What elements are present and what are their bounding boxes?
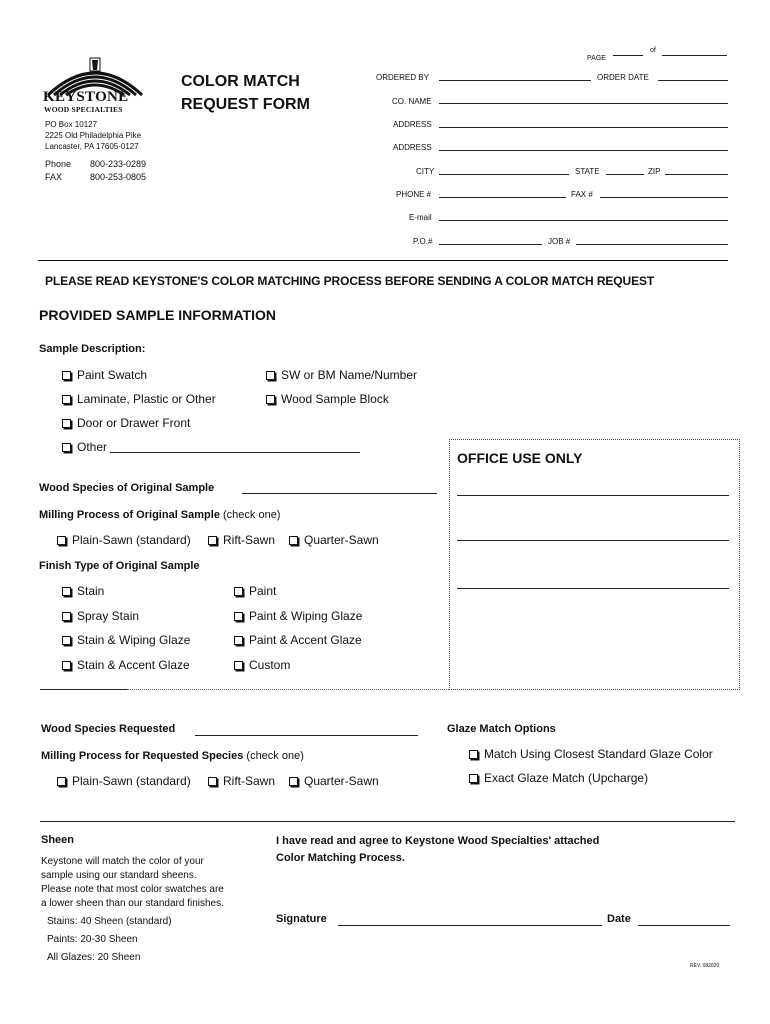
co-name-label: CO. NAME [392,97,432,106]
option-label: Exact Glaze Match (Upcharge) [484,771,649,785]
option-label: Quarter-Sawn [304,774,379,788]
fax-number: 800-253-0805 [90,172,147,182]
stain-accent-glaze-option[interactable] [62,658,190,672]
sheen-item: Paints: 20-30 Sheen [47,934,138,945]
phone-number: 800-233-0289 [90,159,147,169]
po-label: P.O.# [413,237,433,246]
option-label: Paint Swatch [77,368,148,382]
checkbox-icon[interactable] [62,419,71,428]
office-use-line[interactable] [457,495,729,496]
provided-sample-heading: PROVIDED SAMPLE INFORMATION [39,307,276,323]
sw-bm-option[interactable] [266,368,417,382]
office-use-heading: OFFICE USE ONLY [457,450,583,466]
option-label: Custom [249,658,291,672]
section-divider-dotted [127,689,449,690]
wood-species-requested-label: Wood Species Requested [41,723,176,735]
custom-option[interactable] [234,658,290,672]
sheen-desc-line: Please note that most color swatches are [41,884,224,895]
checkbox-icon[interactable] [266,395,275,404]
agreement-line1: I have read and agree to Keystone Wood Specialties' attached [276,835,600,847]
page-of-label: of [650,47,656,54]
company-address [45,119,141,152]
exact-glaze-option[interactable] [469,771,648,785]
milling-original-label: Milling Process of Original Sample [39,509,220,521]
ordered-by-label: ORDERED BY [376,73,429,82]
option-label: Match Using Closest Standard Glaze Color [484,747,713,761]
option-label: Door or Drawer Front [77,416,191,430]
checkbox-icon[interactable] [62,612,71,621]
checkbox-icon[interactable] [289,536,298,545]
sheen-item: All Glazes: 20 Sheen [47,952,141,963]
state-label: STATE [575,167,600,176]
other-option[interactable] [62,440,107,454]
rift-sawn-original-option[interactable] [208,533,275,547]
sheen-list [47,913,172,967]
title-line1: COLOR MATCH [181,73,300,90]
checkbox-icon[interactable] [469,774,478,783]
checkbox-icon[interactable] [208,777,217,786]
checkbox-icon[interactable] [266,371,275,380]
sheen-heading: Sheen [41,834,75,846]
job-field[interactable] [576,244,728,245]
rift-sawn-requested-option[interactable] [208,774,275,788]
bottom-divider [40,821,735,822]
checkbox-icon[interactable] [62,661,71,670]
sheen-item: Stains: 40 Sheen (standard) [47,916,172,927]
checkbox-icon[interactable] [289,777,298,786]
address1-label: ADDRESS [393,120,432,129]
keystone-logo [40,57,150,117]
wood-species-original-field[interactable] [242,493,437,494]
checkbox-icon[interactable] [208,536,217,545]
order-date-field[interactable] [658,80,728,81]
office-use-line[interactable] [457,588,729,589]
option-label: Stain & Wiping Glaze [77,633,191,647]
stain-wiping-glaze-option[interactable] [62,633,190,647]
paint-wiping-glaze-option[interactable] [234,609,362,623]
signature-label: Signature [276,913,327,925]
closest-glaze-option[interactable] [469,747,713,761]
check-one-text: (check one) [223,509,281,521]
checkbox-icon[interactable] [469,750,478,759]
option-label: Quarter-Sawn [304,533,379,547]
zip-field[interactable] [665,174,728,175]
plain-sawn-requested-option[interactable] [57,774,191,788]
state-field[interactable] [606,174,644,175]
checkbox-icon[interactable] [234,587,243,596]
checkbox-icon[interactable] [234,636,243,645]
phone-label: Phone [45,159,72,169]
address-line: 2225 Old Philadelphia Pike [45,131,142,140]
spray-stain-option[interactable] [62,609,139,623]
fax-field[interactable] [600,197,728,198]
checkbox-icon[interactable] [62,443,71,452]
fax-field-label: FAX # [571,190,593,199]
page-number-field [587,47,732,65]
office-use-line[interactable] [457,540,729,541]
company-contact [45,158,146,184]
quarter-sawn-requested-option[interactable] [289,774,379,788]
checkbox-icon[interactable] [57,536,66,545]
sheen-desc-line: Keystone will match the color of your [41,856,204,867]
checkbox-icon[interactable] [234,612,243,621]
ordered-by-field[interactable] [439,80,591,81]
quarter-sawn-original-option[interactable] [289,533,379,547]
plain-sawn-original-option[interactable] [57,533,191,547]
option-label: Paint & Wiping Glaze [249,609,363,623]
office-use-box [449,439,740,690]
option-label: Stain [77,584,105,598]
page-line[interactable] [613,55,643,56]
sample-description-label: Sample Description: [39,343,146,355]
checkbox-icon[interactable] [62,371,71,380]
address-line: PO Box 10127 [45,120,98,129]
wood-species-requested-field[interactable] [195,735,418,736]
option-label: Paint & Accent Glaze [249,633,362,647]
title-line2: REQUEST FORM [181,96,310,113]
address2-label: ADDRESS [393,143,432,152]
address2-field[interactable] [439,150,728,151]
checkbox-icon[interactable] [62,636,71,645]
city-label: CITY [416,167,435,176]
option-label: Stain & Accent Glaze [77,658,190,672]
option-label: Wood Sample Block [281,392,389,406]
city-field[interactable] [439,174,569,175]
sheen-desc-line: a lower sheen than our standard finishes. [41,898,224,909]
phone-field-label: PHONE # [396,190,432,199]
signature-field[interactable] [338,925,602,926]
paint-option[interactable] [234,584,276,598]
checkbox-icon[interactable] [234,661,243,670]
finish-type-label: Finish Type of Original Sample [39,560,200,572]
paint-swatch-option[interactable] [62,368,147,382]
section-divider [40,689,127,690]
form-title [181,70,310,116]
zip-label: ZIP [648,167,661,176]
option-label: Spray Stain [77,609,140,623]
option-label: Rift-Sawn [223,774,276,788]
laminate-option[interactable] [62,392,216,406]
phone-field[interactable] [439,197,566,198]
agreement-text [276,833,599,867]
job-label: JOB # [548,237,571,246]
sheen-desc-line: sample using our standard sheens. [41,870,197,881]
option-label: Plain-Sawn (standard) [72,774,191,788]
glaze-match-heading: Glaze Match Options [447,723,556,735]
email-field[interactable] [439,220,728,221]
header-divider [38,260,728,261]
date-label: Date [607,913,631,925]
door-drawer-option[interactable] [62,416,190,430]
order-date-label: ORDER DATE [597,73,649,82]
other-field[interactable] [110,452,360,453]
option-label: Rift-Sawn [223,533,276,547]
check-one-text: (check one) [246,750,304,762]
po-field[interactable] [439,244,542,245]
page-total-line[interactable] [662,55,727,56]
date-field[interactable] [638,925,730,926]
option-label: Other [77,440,108,454]
wood-sample-block-option[interactable] [266,392,389,406]
milling-requested-label: Milling Process for Requested Species [41,750,244,762]
address-line: Lancaster, PA 17605-0127 [45,142,139,151]
sheen-description [41,855,224,911]
page-label: PAGE [587,55,606,62]
agreement-line2: Color Matching Process. [276,852,405,864]
wood-species-original-label: Wood Species of Original Sample [39,482,215,494]
stain-option[interactable] [62,584,104,598]
co-name-field[interactable] [439,103,728,104]
option-label: SW or BM Name/Number [281,368,418,382]
milling-original-row [39,509,280,521]
notice-text: PLEASE READ KEYSTONE'S COLOR MATCHING PROCESS BEFORE SENDING A COLOR MATCH REQUEST [45,274,655,288]
revision-label: REV. 082820 [690,963,720,969]
option-label: Plain-Sawn (standard) [72,533,191,547]
logo-subtitle: WOOD SPECIALTIES [44,105,123,114]
milling-requested-row [41,750,304,762]
checkbox-icon[interactable] [62,395,71,404]
email-label: E-mail [409,213,432,222]
address1-field[interactable] [439,127,728,128]
option-label: Paint [249,584,277,598]
checkbox-icon[interactable] [62,587,71,596]
fax-label: FAX [45,172,63,182]
option-label: Laminate, Plastic or Other [77,392,216,406]
logo-brand: KEYSTONE [43,89,129,105]
checkbox-icon[interactable] [57,777,66,786]
paint-accent-glaze-option[interactable] [234,633,362,647]
